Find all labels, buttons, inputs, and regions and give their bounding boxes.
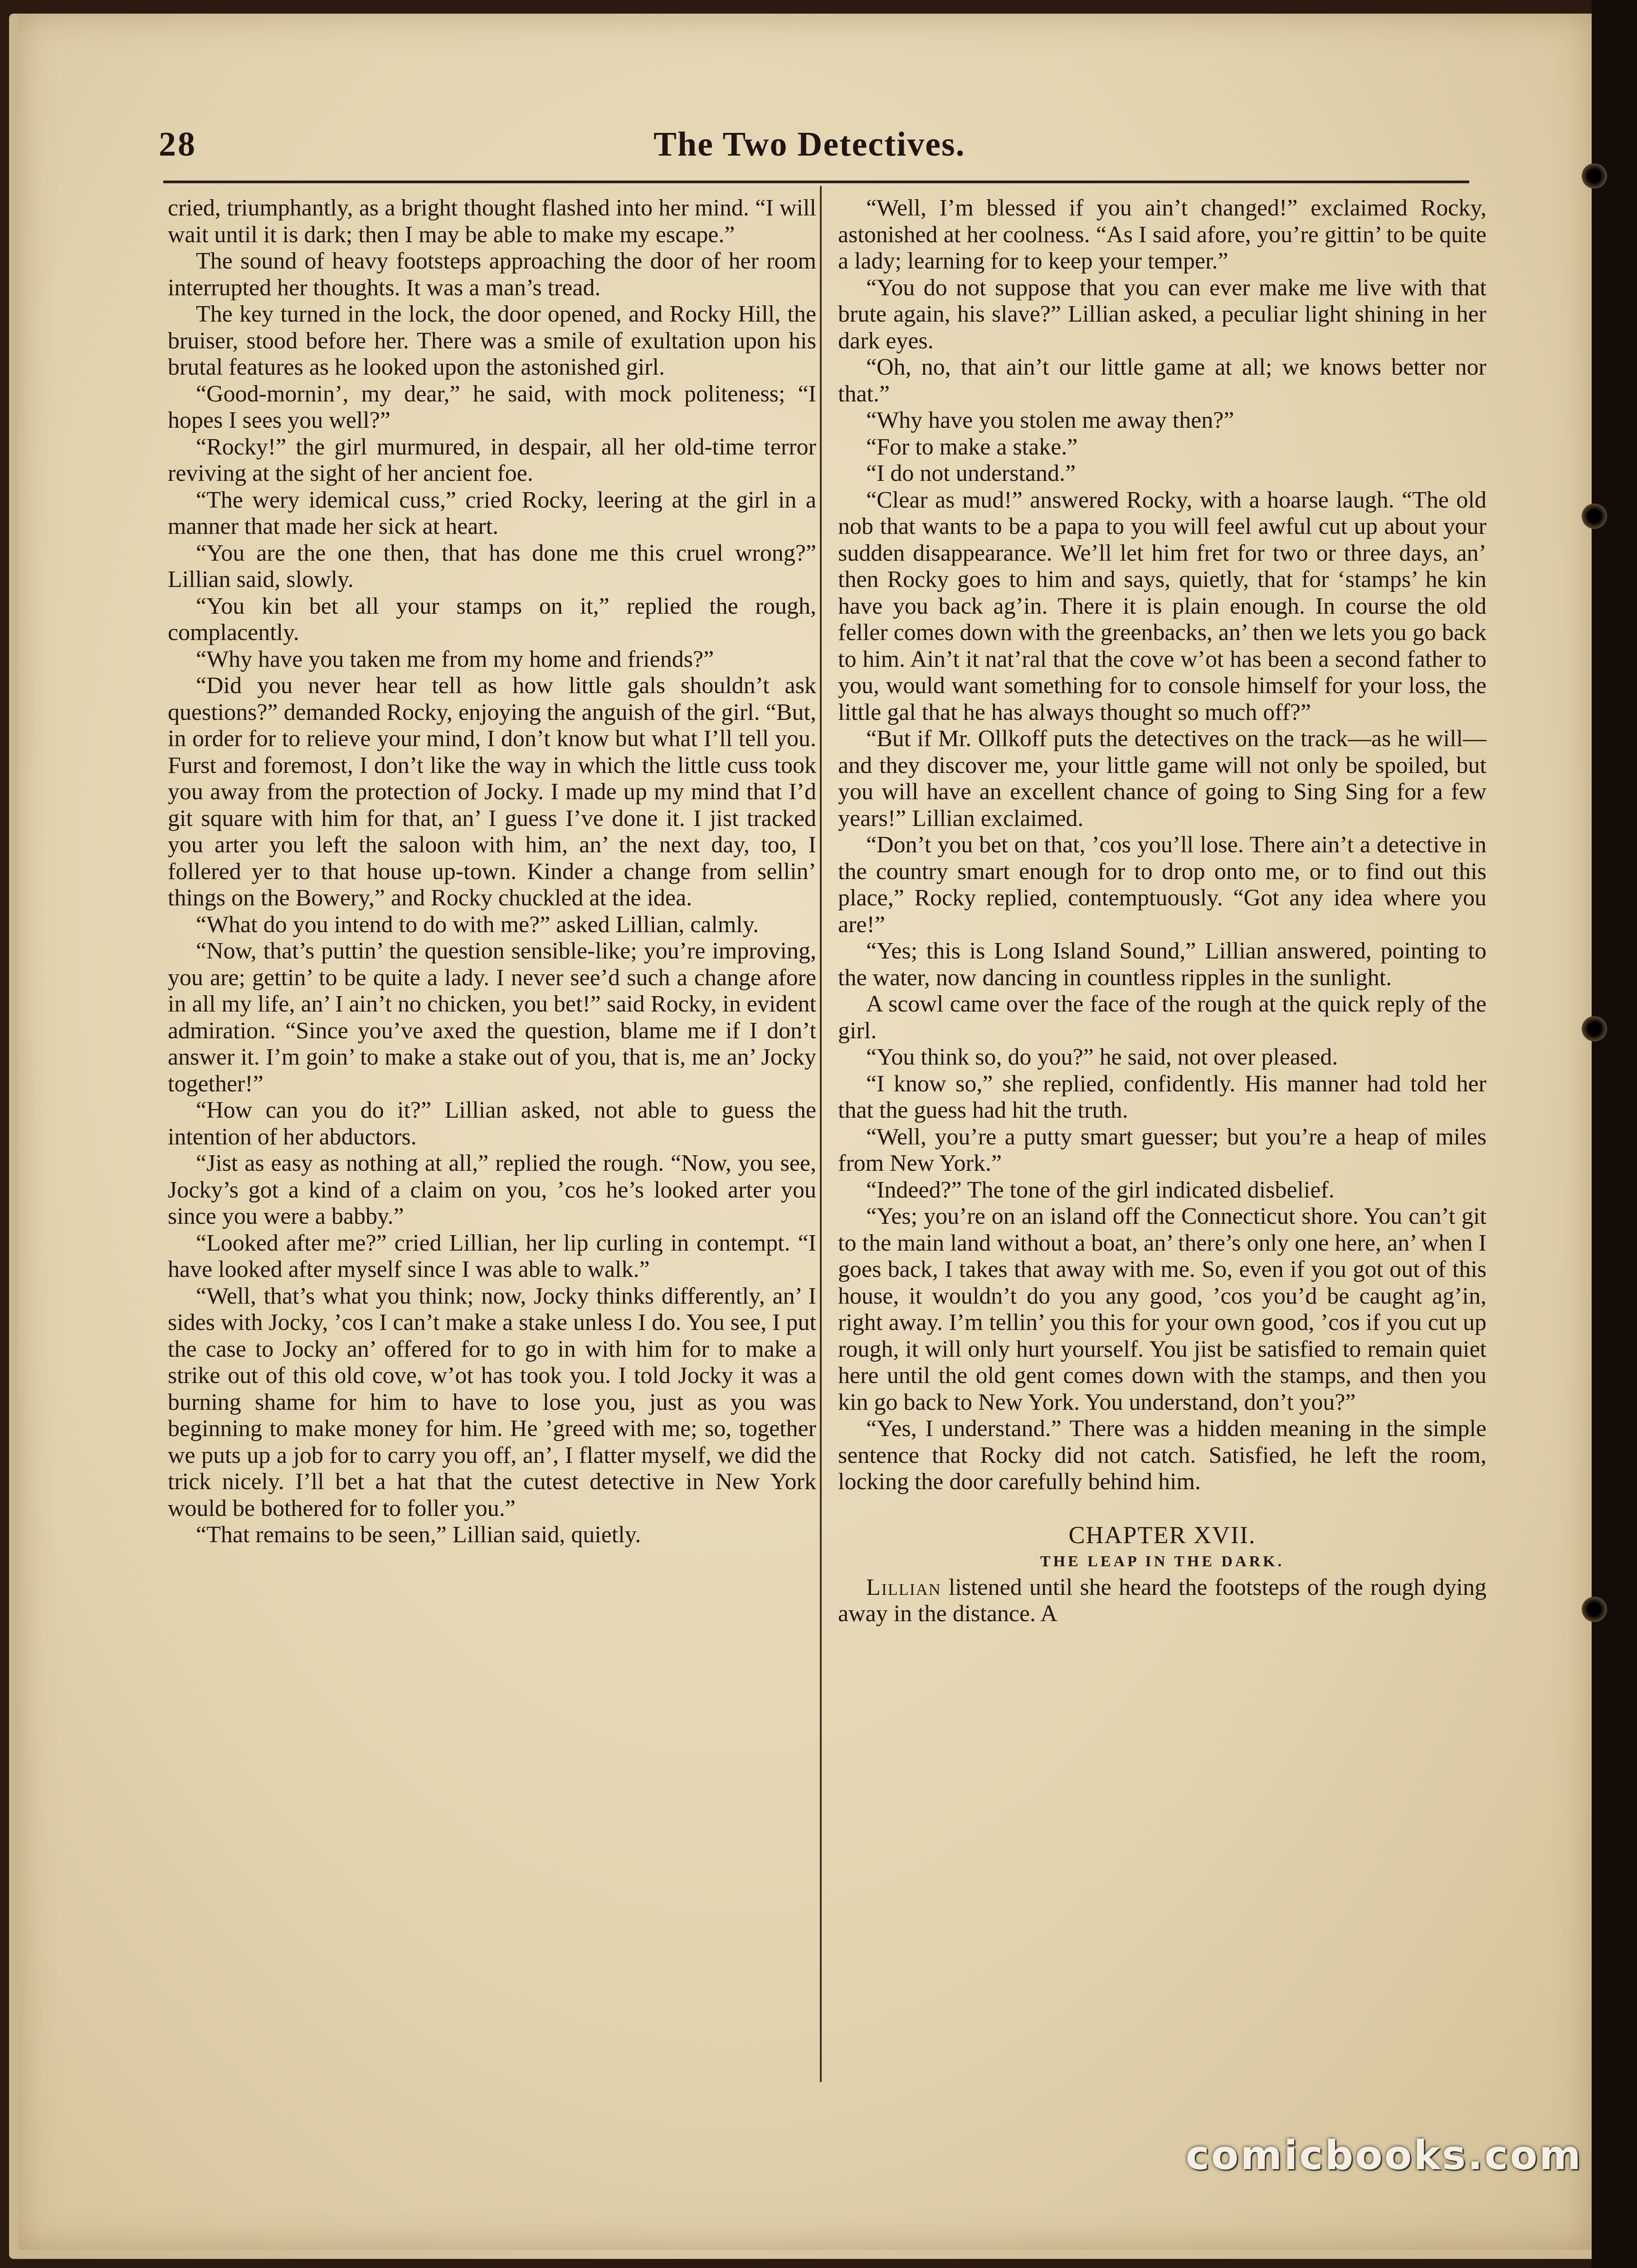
paragraph: “Now, that’s puttin’ the question sensible-like; you’re improving, you are; gettin’ to be quite a lady. I never see’d such a change afore in all my life, an’ I ain’t no chicken, you bet!” said Rocky, in evident admiration. “Since you’ve axed the question, blame me if I don’t answer it. I’m goin’ to make a stake out of you, that is, me an’ Jocky together!”: [168, 938, 816, 1097]
paragraph: “Well, you’re a putty smart guesser; but you’re a heap of miles from New York.”: [838, 1124, 1486, 1176]
header-rule: [163, 181, 1469, 183]
paragraph: “The wery idemical cuss,” cried Rocky, leering at the girl in a manner that made her sick at heart.: [168, 487, 816, 539]
running-title: The Two Detectives.: [653, 125, 965, 163]
paragraph: “I know so,” she replied, confidently. His manner had told her that the guess had hit the truth.: [838, 1070, 1486, 1123]
chapter-subtitle: THE LEAP IN THE DARK.: [1040, 1553, 1285, 1570]
paragraph: “Good-mornin’, my dear,” he said, with mock politeness; “I hopes I sees you well?”: [168, 381, 816, 433]
paragraph: “That remains to be seen,” Lillian said, quietly.: [196, 1522, 641, 1548]
page-number: 28: [159, 125, 197, 163]
left-column: [168, 195, 816, 1549]
paragraph: A scowl came over the face of the rough at the quick reply of the girl.: [838, 991, 1486, 1044]
paragraph: “Did you never hear tell as how little gals shouldn’t ask questions?” demanded Rocky, enjoying the anguish of the girl. “But, in order for to relieve your mind, I don’t know but what I’ll tell you. Furst and foremost, I don’t like the way in which the little cuss took you away from the protection of Jocky. I made up my mind that I’d git square with him for that, an’ I guess I’ve done it. I jist tracked you arter you left the saloon with him, an’ the next day, too, I follered yer to that house up-town. Kinder a change from sellin’ things on the Bowery,” and Rocky chuckled at the idea.: [168, 673, 816, 911]
paragraph: “How can you do it?” Lillian asked, not able to guess the intention of her abductors.: [168, 1097, 816, 1150]
right-column-paragraphs: [838, 195, 1486, 1496]
right-column: [838, 195, 1486, 1628]
watermark: comicbooks.com: [1185, 2132, 1583, 2179]
paragraph: The sound of heavy footsteps approaching the door of her room interrupted her thoughts. It was a man’s tread.: [168, 248, 816, 301]
paragraph: “Indeed?” The tone of the girl indicated disbelief.: [866, 1177, 1335, 1203]
paragraph: “Jist as easy as nothing at all,” replied the rough. “Now, you see, Jocky’s got a kind of a claim on you, ’cos he’s looked arter you since you were a babby.”: [168, 1150, 816, 1229]
paragraph: “Don’t you bet on that, ’cos you’ll lose. There ain’t a detective in the country smart enough for to drop onto me, or to find out this place,” Rocky replied, contemptuously. “Got any idea where you are!”: [838, 832, 1486, 938]
paragraph: “Why have you stolen me away then?”: [866, 407, 1234, 433]
book-binding: [1592, 0, 1637, 2268]
binding-hole: [1582, 1597, 1607, 1622]
paragraph: “You are the one then, that has done me this cruel wrong?” Lillian said, slowly.: [168, 540, 816, 592]
paragraph: “Oh, no, that ain’t our little game at all; we knows better nor that.”: [838, 354, 1486, 407]
paragraph: “Yes, I understand.” There was a hidden meaning in the simple sentence that Rocky did not catch. Satisfied, he left the room, locking the door carefully behind him.: [838, 1416, 1486, 1495]
paragraph: “What do you intend to do with me?” asked Lillian, calmly.: [196, 911, 759, 938]
chapter-opening-text: listened until she heard the footsteps of the rough dying away in the distance. A: [838, 1574, 1486, 1627]
paragraph: “I do not understand.”: [866, 460, 1076, 486]
paragraph: “Why have you taken me from my home and friends?”: [196, 646, 714, 672]
binding-hole: [1582, 1016, 1607, 1041]
paragraph: “Rocky!” the girl murmured, in despair, all her old-time terror reviving at the sight of her ancient foe.: [168, 434, 816, 486]
paragraph: The key turned in the lock, the door opened, and Rocky Hill, the bruiser, stood before her. There was a smile of exultation upon his brutal features as he looked upon the astonished girl.: [168, 301, 816, 380]
column-divider: [820, 186, 822, 2082]
paragraph: “Looked after me?” cried Lillian, her lip curling in contempt. “I have looked after myself since I was able to walk.”: [168, 1230, 816, 1282]
paragraph: “But if Mr. Ollkoff puts the detectives on the track—as he will—and they discover me, your little game will not only be spoiled, but you will have an excellent chance of going to Sing Sing for a few years!” Lillian exclaimed.: [838, 726, 1486, 831]
paragraph: “Well, that’s what you think; now, Jocky thinks differently, an’ I sides with Jocky, ’cos I can’t make a stake unless I do. You see, I put the case to Jocky an’ offered for to go in with him for to make a strike out of this old cove, w’ot has took you. I told Jocky it was a burning shame for him to have to lose you, just as you was beginning to make money for him. He ’greed with me; so, together we puts up a job for to carry you off, an’, I flatter myself, we did the trick nicely. I’ll bet a hat that the cutest detective in New York would be bothered for to foller you.”: [168, 1283, 816, 1521]
paragraph: “Clear as mud!” answered Rocky, with a hoarse laugh. “The old nob that wants to be a papa to you will feel awful cut up about your sudden disappearance. We’ll let him fret for two or three days, an’ then Rocky goes to him and says, quietly, that for ‘stamps’ he kin have you back ag’in. There it is plain enough. In course the old feller comes down with the greenbacks, an’ then we lets you go back to him. Ain’t it nat’ral that the cove w’ot has been a second father to you, would want something for to console himself for your loss, the little gal that he has always thought so much off?”: [838, 487, 1486, 725]
binding-hole: [1582, 503, 1607, 529]
paragraph: “For to make a stake.”: [866, 434, 1078, 460]
chapter-heading: CHAPTER XVII.: [1068, 1521, 1256, 1549]
paragraph: “You kin bet all your stamps on it,” replied the rough, complacently.: [168, 593, 816, 645]
paragraph: “Yes; you’re on an island off the Connecticut shore. You can’t git to the main land without a boat, an’ there’s only one here, an’ when I goes back, I takes that away with me. So, even if you got out of this house, it wouldn’t do you any good, ’cos you’d be caught ag’in, right away. I’m tellin’ you this for your own good, ’cos if you cut up rough, it will only hurt yourself. You jist be satisfied to remain quiet here until the old gent comes down with the stamps, and then you kin go back to New York. You understand, don’t you?”: [838, 1203, 1486, 1415]
paragraph: “Well, I’m blessed if you ain’t changed!” exclaimed Rocky, astonished at her coolness. “As I said afore, you’re gittin’ to be quite a lady; learning for to keep your temper.”: [838, 195, 1486, 274]
paragraph: “You think so, do you?” he said, not over pleased.: [866, 1044, 1338, 1070]
chapter-opening-word: Lillian: [866, 1574, 941, 1600]
binding-hole: [1582, 163, 1607, 189]
paragraph: “Yes; this is Long Island Sound,” Lillian answered, pointing to the water, now dancing in countless ripples in the sunlight.: [838, 938, 1486, 991]
paragraph: “You do not suppose that you can ever make me live with that brute again, his slave?” Lillian asked, a peculiar light shining in her dark eyes.: [838, 274, 1486, 354]
page-header: [145, 120, 1474, 170]
chapter-opening-paragraph: [838, 1574, 1486, 1628]
paragraph: cried, triumphantly, as a bright thought flashed into her mind. “I will wait until it is dark; then I may be able to make my escape.”: [168, 195, 816, 248]
